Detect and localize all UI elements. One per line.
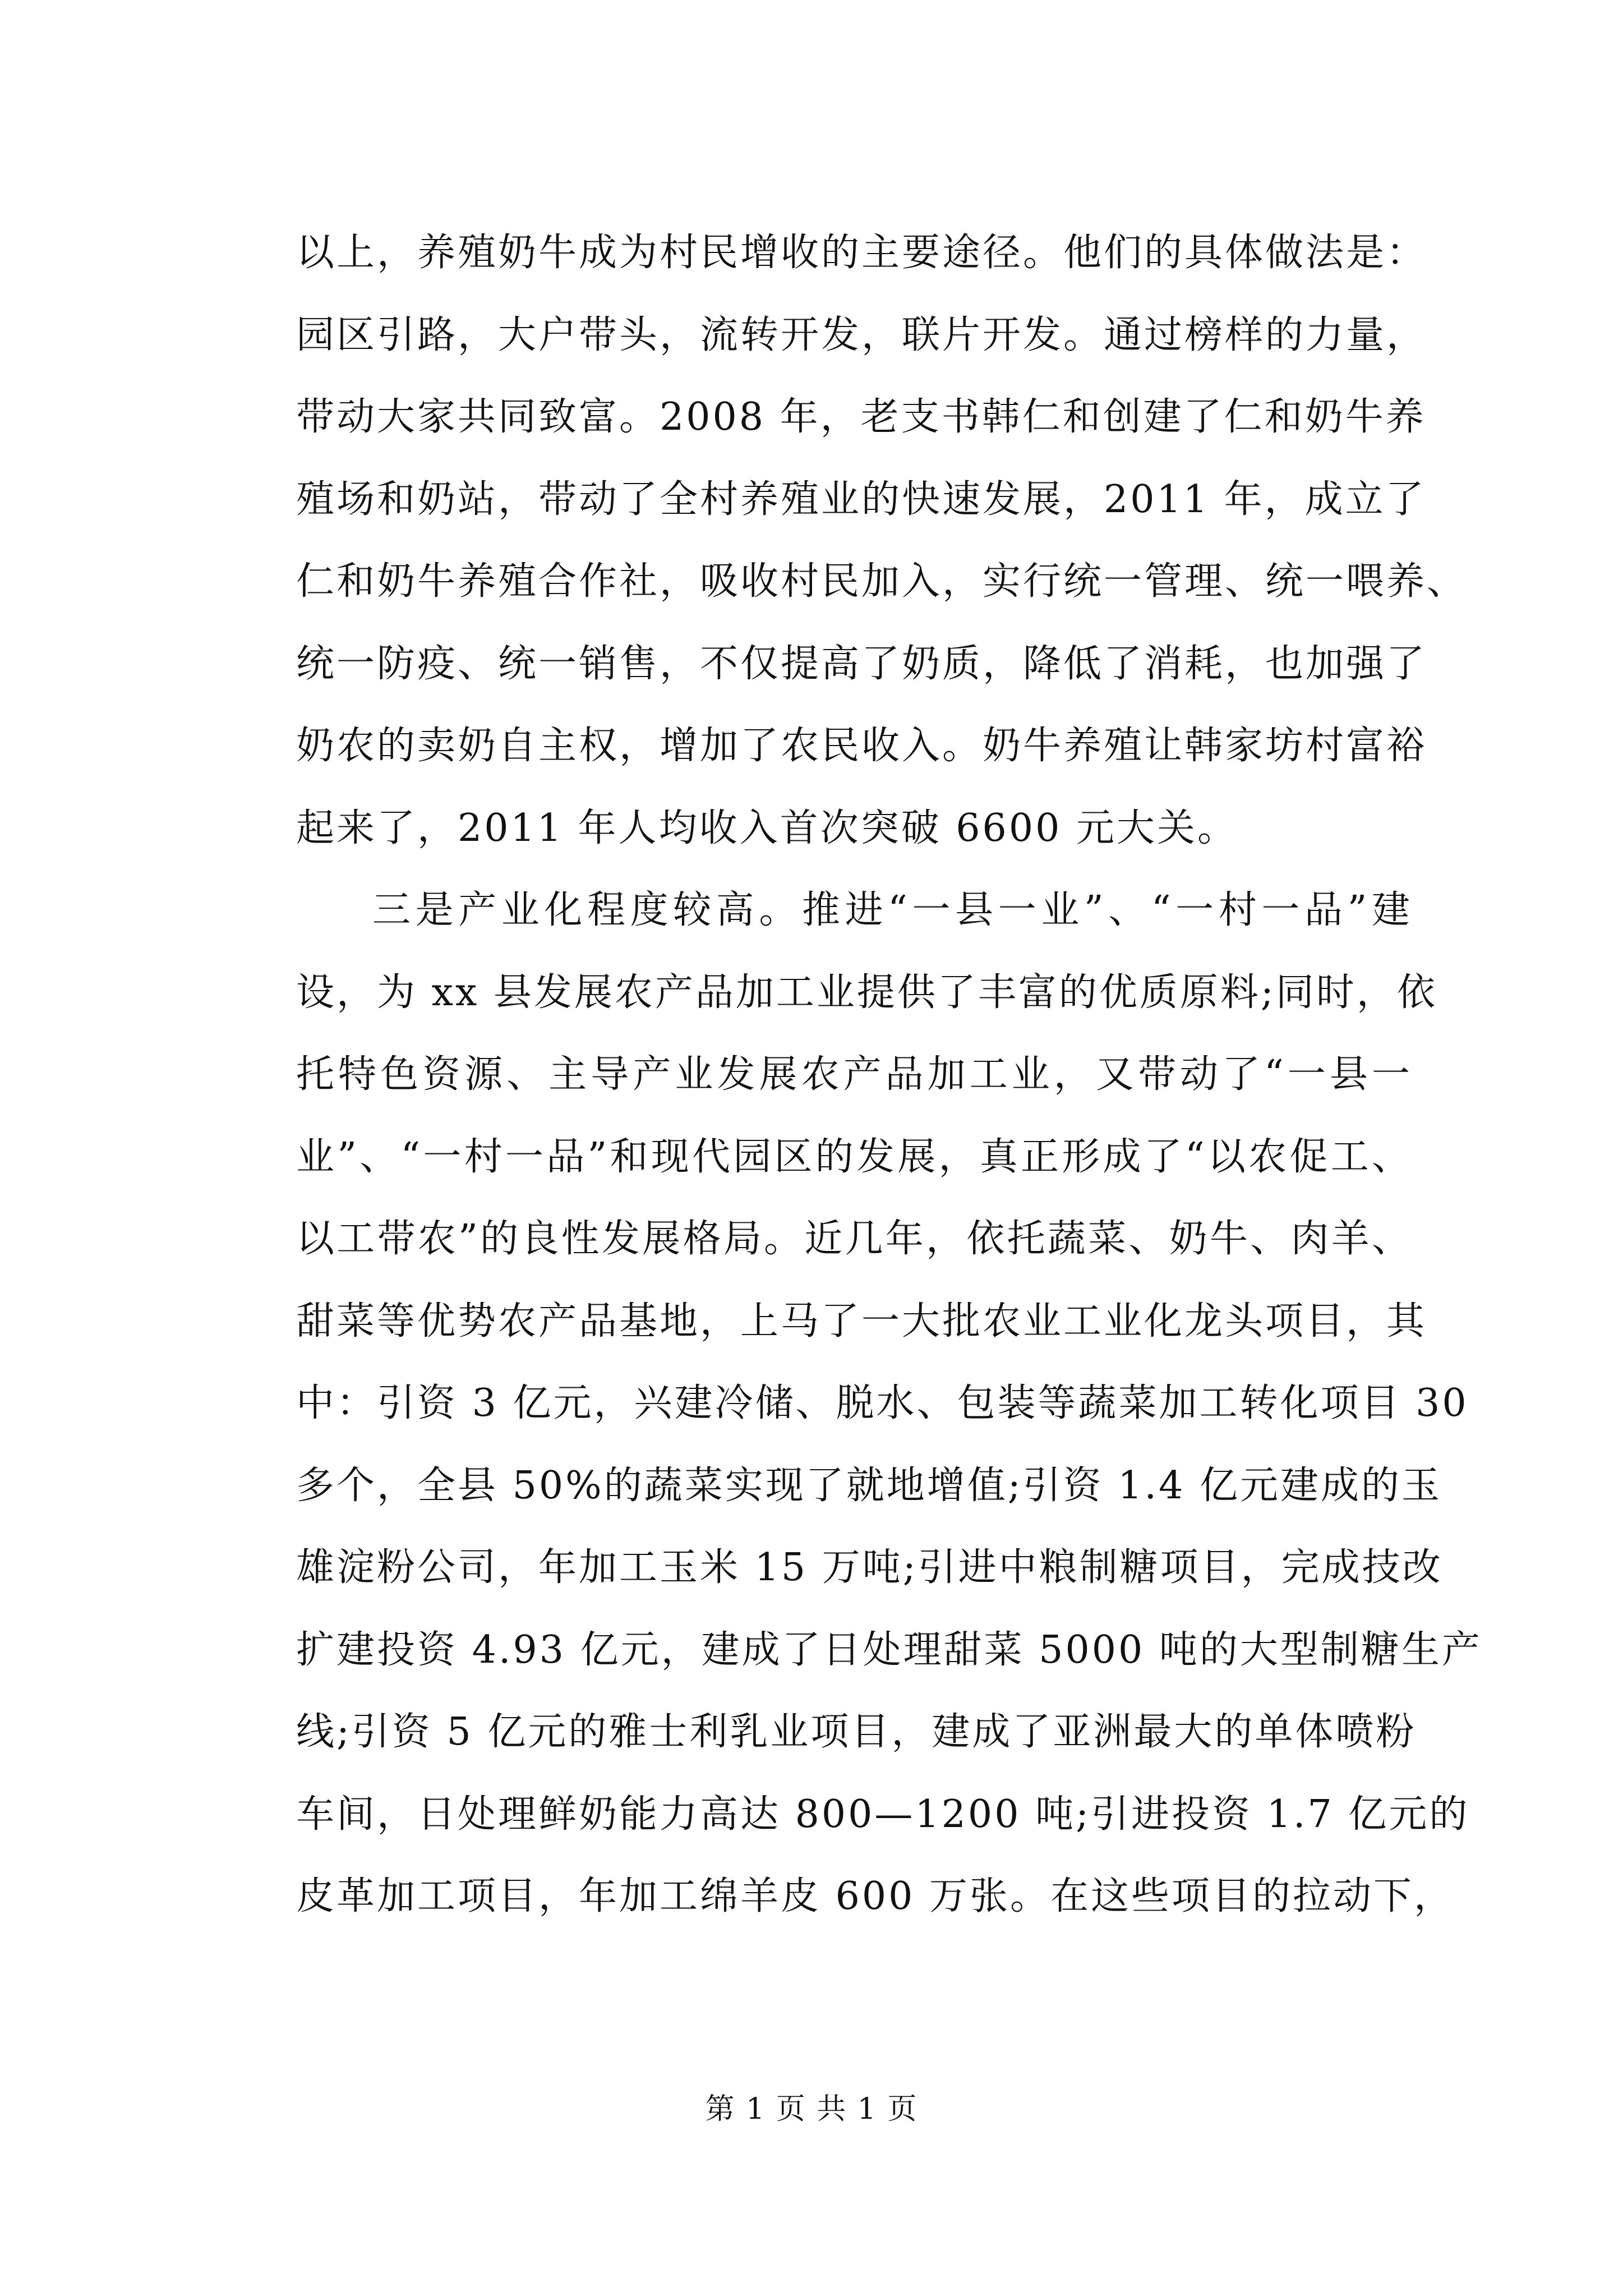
paragraph-line: 三是产业化程度较高。推进“一县一业”、“一村一品”建 [372,888,1412,932]
paragraph-line: 带动大家共同致富。2008 年，老支书韩仁和创建了仁和奶牛养 [296,395,1426,439]
page-footer [0,2087,1623,2132]
paragraph-line: 殖场和奶站，带动了全村养殖业的快速发展，2011 年，成立了 [296,477,1426,522]
paragraph-line: 托特色资源、主导产业发展农产品加工业，又带动了“一县一 [296,1052,1412,1097]
body-text [296,212,1482,1938]
paragraph-line: 皮革加工项目，年加工绵羊皮 600 万张。在这些项目的拉动下， [296,1874,1455,1918]
paragraph-line: 车间，日处理鲜奶能力高达 800—1200 吨;引进投资 1.7 亿元的 [296,1792,1470,1837]
paragraph-line: 奶农的卖奶自主权，增加了农民收入。奶牛养殖让韩家坊村富裕 [296,724,1427,768]
paragraph-line: 园区引路，大户带头，流转开发，联片开发。通过榜样的力量， [296,312,1427,357]
paragraph-line: 中：引资 3 亿元，兴建冷储、脱水、包装等蔬菜加工转化项目 30 [296,1381,1469,1425]
paragraph-line: 扩建投资 4.93 亿元，建成了日处理甜菜 5000 吨的大型制糖生产 [296,1627,1482,1672]
paragraph-line: 统一防疫、统一销售，不仅提高了奶质，降低了消耗，也加强了 [296,641,1427,686]
paragraph-line: 线;引资 5 亿元的雅士利乳业项目，建成了亚洲最大的单体喷粉 [296,1710,1417,1754]
paragraph-line: 多个，全县 50%的蔬菜实现了就地增值;引资 1.4 亿元建成的玉 [296,1463,1442,1508]
paragraph-line: 业”、“一村一品”和现代园区的发展，真正形成了“以农促工、 [296,1134,1412,1179]
paragraph-line: 雄淀粉公司，年加工玉米 15 万吨;引进中粮制糖项目，完成技改 [296,1545,1443,1590]
page-number-label: 第 1 页 共 1 页 [705,2092,918,2126]
paragraph-line: 以上，养殖奶牛成为村民增收的主要途径。他们的具体做法是： [296,231,1427,275]
paragraph-line: 甜菜等优势农产品基地，上马了一大批农业工业化龙头项目，其 [296,1299,1427,1343]
paragraph-line: 以工带农”的良性发展格局。近几年，依托蔬菜、奶牛、肉羊、 [296,1217,1413,1261]
paragraph-line: 起来了，2011 年人均收入首次突破 6600 元大关。 [296,806,1238,850]
paragraph-line: 设，为 xx 县发展农产品加工业提供了丰富的优质原料;同时，依 [296,970,1437,1015]
paragraph-line: 仁和奶牛养殖合作社，吸收村民加入，实行统一管理、统一喂养、 [296,559,1468,604]
